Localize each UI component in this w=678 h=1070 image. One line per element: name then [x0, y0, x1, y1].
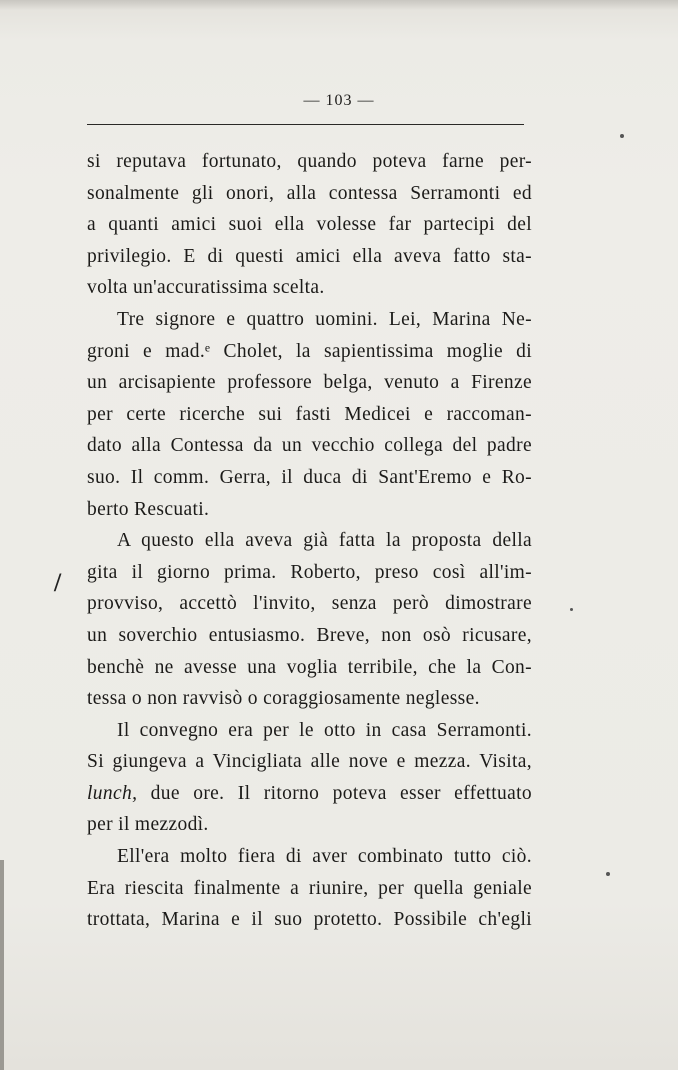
text-line: provviso, accettò l'invito, senza però dimostrare: [87, 593, 532, 615]
text-line: si reputava fortunato, quando poteva farne per-: [87, 151, 532, 172]
text-line: un soverchio entusiasmo. Breve, non osò ricusare,: [87, 624, 532, 646]
paper-speck: [606, 872, 610, 876]
text-line: groni e mad.ᵉ Cholet, la sapientissima moglie di: [87, 340, 532, 362]
text-line: sonalmente gli onori, alla contessa Serramonti ed: [87, 182, 532, 204]
text-line: dato alla Contessa da un vecchio collega del padre: [87, 435, 532, 457]
body-text: [87, 146, 532, 936]
page-left-binding-edge: [0, 860, 4, 1070]
text-line: Era riescita finalmente a riunire, per quella geniale: [87, 877, 532, 899]
page-number: — 103 —: [303, 92, 375, 109]
italic-word: lunch,: [87, 782, 138, 804]
line-text: due ore. Il ritorno poteva esser effettuato: [137, 782, 532, 804]
text-line: Si giungeva a Vincigliata alle nove e mezza. Visita,: [87, 751, 532, 773]
text-line: suo. Il comm. Gerra, il duca di Sant'Eremo e Ro-: [87, 466, 532, 488]
text-line: Ell'era molto fiera di aver combinato tutto ciò.: [117, 846, 532, 868]
text-line: berto Rescuati.: [87, 498, 210, 520]
text-line: gita il giorno prima. Roberto, preso così all'im-: [87, 561, 532, 583]
text-line: Il convegno era per le otto in casa Serramonti.: [117, 719, 532, 741]
margin-mark: /: [54, 568, 62, 597]
header-rule: [87, 124, 524, 125]
text-line: A questo ella aveva già fatta la proposta della: [117, 530, 532, 552]
text-line: volta un'accuratissima scelta.: [87, 277, 325, 299]
text-line: Tre signore e quattro uomini. Lei, Marina Ne-: [117, 308, 532, 330]
text-line: privilegio. E di questi amici ella aveva fatto sta-: [87, 245, 532, 267]
text-line: [87, 778, 532, 810]
text-line: tessa o non ravvisò o coraggiosamente neglesse.: [87, 688, 480, 710]
paper-speck: [570, 608, 573, 611]
paper-speck: [620, 134, 624, 138]
text-line: per il mezzodì.: [87, 814, 209, 836]
text-line: a quanti amici suoi ella volesse far partecipi del: [87, 214, 532, 236]
text-line: un arcisapiente professore belga, venuto a Firenze: [87, 372, 532, 394]
page-top-shadow: [0, 0, 678, 10]
text-line: per certe ricerche sui fasti Medicei e raccoman-: [87, 403, 532, 425]
text-line: trottata, Marina e il suo protetto. Possibile ch'egli: [87, 909, 532, 931]
text-line: benchè ne avesse una voglia terribile, che la Con-: [87, 656, 532, 678]
